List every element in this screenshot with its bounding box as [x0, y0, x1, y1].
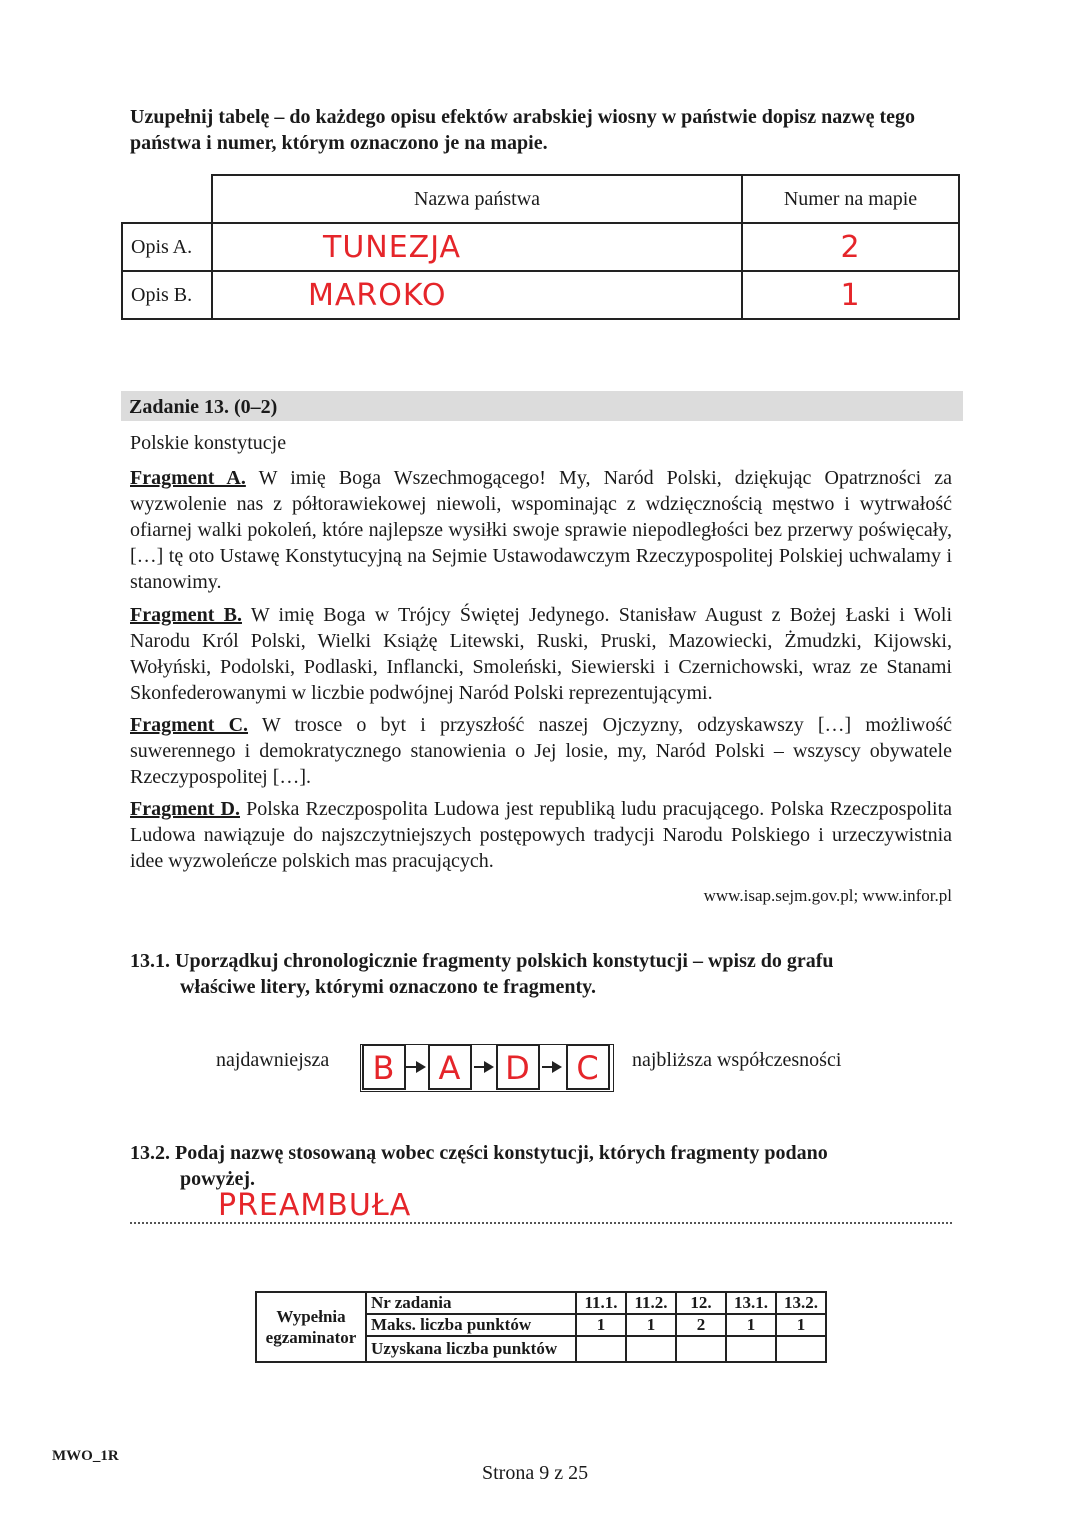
row-header-obtained: Uzyskana liczba punktów	[366, 1336, 576, 1362]
examiner-label-2: egzaminator	[265, 1328, 357, 1347]
exam-code: MWO_1R	[52, 1448, 119, 1464]
answer-13-2[interactable]: PREAMBUŁA	[218, 1188, 412, 1223]
fragment-c	[130, 712, 952, 790]
arrow-icon	[542, 1058, 562, 1076]
question-13-1-text-1: Uporządkuj chronologicznie fragmenty polskich konstytucji – wpisz do grafu	[175, 950, 834, 972]
answer-number-a[interactable]: 2	[742, 223, 959, 271]
max-cell: 1	[776, 1314, 826, 1336]
blank-corner	[122, 175, 212, 223]
row-label-a: Opis A.	[122, 223, 212, 271]
question-13-2-text-1: Podaj nazwę stosowaną wobec części konstytucji, których fragmenty podano	[175, 1142, 828, 1164]
max-cell: 1	[726, 1314, 776, 1336]
max-cell: 1	[626, 1314, 676, 1336]
row-label-b: Opis B.	[122, 271, 212, 319]
fragment-b	[130, 602, 952, 706]
source: www.isap.sejm.gov.pl; www.infor.pl	[703, 886, 952, 905]
fragment-b-label: Fragment B.	[130, 604, 242, 626]
task-cell: 11.2.	[626, 1292, 676, 1314]
graph-box-4[interactable]: C	[566, 1044, 610, 1090]
question-13-2-number: 13.2.	[130, 1142, 170, 1164]
fragment-d-text: Polska Rzeczpospolita Ludowa jest republiką ludu pracującego. Polska Rzeczpospolita Ludowa nawiązuje do najszczytniejszych postępowych tradycji Narodu Polskiego i urzeczywistnia idee wyzwoleńcze polskich mas pracujących.	[130, 798, 953, 872]
row-header-task: Nr zadania	[366, 1292, 576, 1314]
question-13-2-text-2: powyżej.	[180, 1168, 255, 1190]
graph-box-3[interactable]: D	[496, 1044, 540, 1090]
fragment-d-label: Fragment D.	[130, 798, 240, 820]
graph-box-2[interactable]: A	[428, 1044, 472, 1090]
fragment-a-label: Fragment A.	[130, 467, 246, 489]
task-cell: 11.1.	[576, 1292, 626, 1314]
fragment-c-label: Fragment C.	[130, 714, 249, 736]
obtained-cell[interactable]	[776, 1336, 826, 1362]
fragment-b-text: W imię Boga w Trójcy Świętej Jedynego. Stanisław August z Bożej Łaski i Woli Narodu Król Polski, Wielki Książę Litewski, Ruski, Pruski, Mazowiecki, Żmudzki, Kijowski, Wołyński, Podolski, Podlaski, Inflancki, Smoleński, Siewierski i Czernichowski, wraz ze Stanami Skonfederowanymi w liczbie podwójnej Naród Polski reprezentującymi.	[130, 604, 953, 704]
answer-table	[121, 174, 960, 320]
arrow-icon	[474, 1058, 494, 1076]
row-header-max: Maks. liczba punktów	[366, 1314, 576, 1336]
obtained-cell[interactable]	[676, 1336, 726, 1362]
fragment-c-text: W trosce o byt i przyszłość naszej Ojczyzny, odzyskawszy […] możliwość suwerennego i demokratycznego stanowienia o Jej losie, my, Naród Polski – wszyscy obywatele Rzeczypospolitej […].	[130, 714, 953, 788]
examiner-label-1: Wypełnia	[276, 1307, 346, 1326]
question-13-2	[130, 1140, 952, 1192]
header-country-name: Nazwa państwa	[212, 175, 742, 223]
question-13-1-text-2: właściwe litery, którymi oznaczono te fragmenty.	[180, 976, 597, 998]
obtained-cell[interactable]	[576, 1336, 626, 1362]
answer-country-b[interactable]: MAROKO	[212, 271, 742, 319]
task-cell: 13.1.	[726, 1292, 776, 1314]
task-cell: 12.	[676, 1292, 726, 1314]
question-13-1-number: 13.1.	[130, 950, 170, 972]
graph-left-label: najdawniejsza	[216, 1049, 330, 1071]
task-subtitle: Polskie konstytucje	[130, 432, 287, 454]
max-cell: 1	[576, 1314, 626, 1336]
obtained-cell[interactable]	[726, 1336, 776, 1362]
answer-number-b[interactable]: 1	[742, 271, 959, 319]
obtained-cell[interactable]	[626, 1336, 676, 1362]
graph-box-1[interactable]: B	[362, 1044, 406, 1090]
max-cell: 2	[676, 1314, 726, 1336]
header-map-number: Numer na mapie	[742, 175, 959, 223]
answer-country-a[interactable]: TUNEZJA	[212, 223, 742, 271]
fragment-a-text: W imię Boga Wszechmogącego! My, Naród Polski, dziękując Opatrzności za wyzwolenie nas z półtorawiekowej niewoli, wspominając z wdzięcznością męstwo i wytrwałość ofiarnej walki pokoleń, które najlepsze wysiłki swoje sprawie niepodległości bez przerwy poświęcały, […] tę oto Ustawę Konstytucyjną na Sejmie Ustawodawczym Rzeczypospolitej Polskiej uchwalamy i stanowimy.	[130, 467, 952, 593]
graph-right-label: najbliższa współczesności	[632, 1049, 842, 1071]
fragment-d	[130, 796, 952, 874]
task-cell: 13.2.	[776, 1292, 826, 1314]
answer-line	[130, 1222, 952, 1224]
question-13-1	[130, 948, 952, 1000]
page-number: Strona 9 z 25	[482, 1462, 589, 1484]
arrow-icon	[406, 1058, 426, 1076]
instruction: Uzupełnij tabelę – do każdego opisu efektów arabskiej wiosny w państwie dopisz nazwę tego państwa i numer, którym oznaczono je na mapie.	[130, 106, 916, 154]
examiner-label	[256, 1292, 366, 1362]
examiner-table	[255, 1291, 827, 1363]
fragment-a	[130, 465, 952, 595]
task-title: Zadanie 13. (0–2)	[121, 391, 963, 421]
